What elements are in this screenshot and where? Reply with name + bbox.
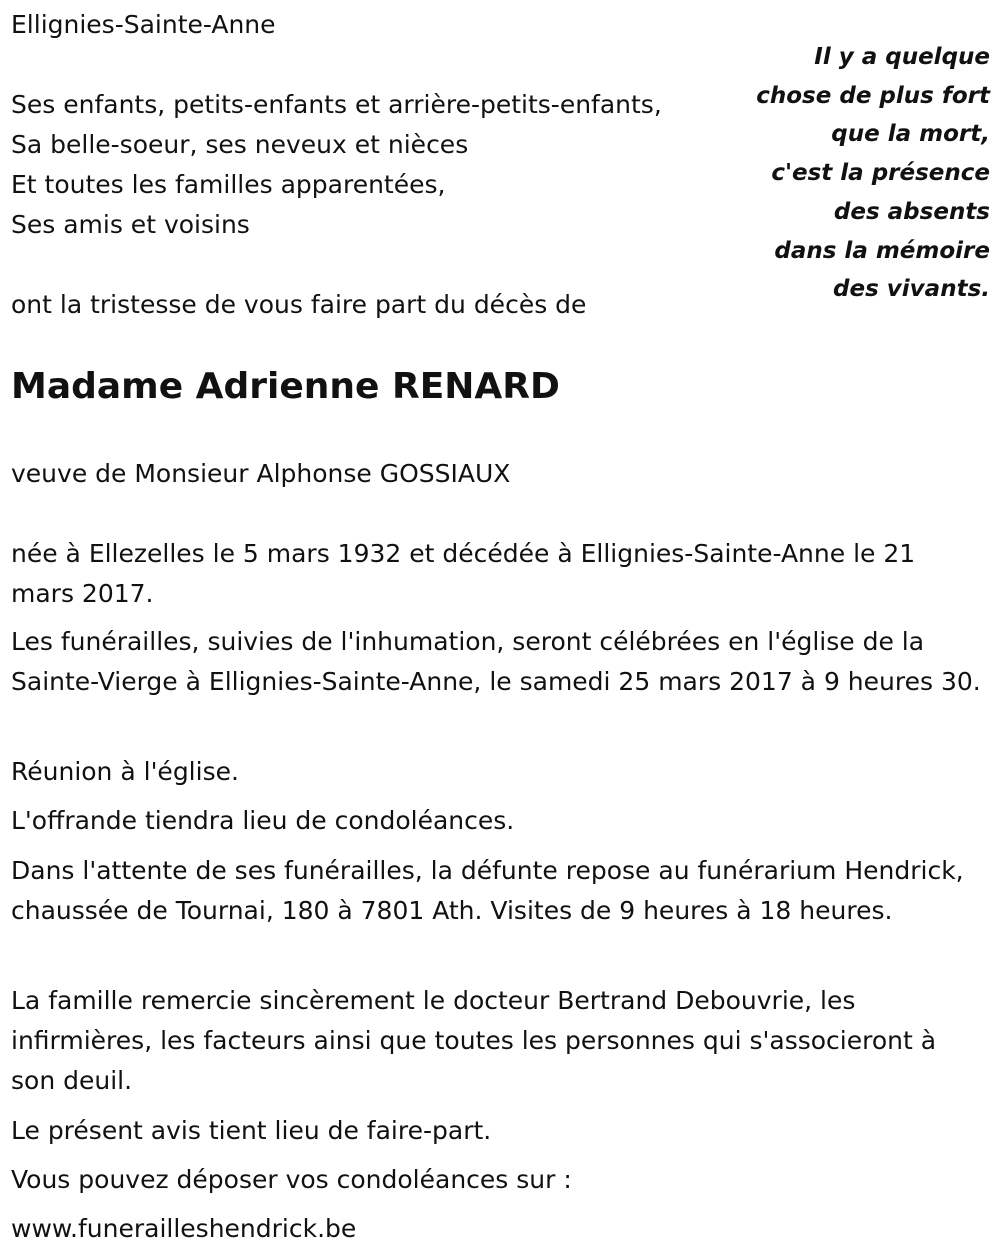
funeral-paragraph: Les funérailles, suivies de l'inhumation, seront célébrées en l'église de la Sainte-Vierge à Ellignies-Sainte-Anne, le samedi 25 mars 2017 à 9 heures 30. [11,627,981,696]
announcement-text: ont la tristesse de vous faire part du décès de [11,290,587,319]
quote-line: des absents [833,198,990,225]
quote-block [730,38,990,309]
birth-death-paragraph: née à Ellezelles le 5 mars 1932 et décédée à Ellignies-Sainte-Anne le 21 mars 2017. [11,539,916,608]
quote-line: chose de plus fort [756,82,990,109]
family-line-sister-in-law: Sa belle-soeur, ses neveux et nièces [11,130,469,159]
quote-line: Il y a quelque [814,44,990,70]
thanks-paragraph: La famille remercie sincèrement le docteur Bertrand Debouvrie, les infirmières, les facteurs ainsi que toutes les personnes qui s'associeront à son deuil. [11,986,937,1095]
location-header: Ellignies-Sainte-Anne [11,10,276,39]
family-line-relatives: Et toutes les familles apparentées, [11,170,446,199]
family-line-children: Ses enfants, petits-enfants et arrière-petits-enfants, [11,90,662,119]
widow-of-text: veuve de Monsieur Alphonse GOSSIAUX [11,459,511,488]
quote-line: c'est la présence [771,160,990,187]
website-line [11,1209,356,1249]
offering-paragraph: L'offrande tiendra lieu de condoléances. [11,806,515,835]
quote-line: des vivants. [833,276,990,303]
website-link[interactable]: www.funerailleshendrick.be [11,1214,357,1243]
quote-line: que la mort, [831,121,990,148]
family-line-friends: Ses amis et voisins [11,210,250,239]
notice-paragraph: Le présent avis tient lieu de faire-part. [11,1116,492,1145]
funerarium-paragraph: Dans l'attente de ses funérailles, la défunte repose au funérarium Hendrick, chaussée de Tournai, 180 à 7801 Ath. Visites de 9 heures à 18 heures. [11,856,964,925]
quote-line: dans la mémoire [774,237,990,264]
condolences-label: Vous pouvez déposer vos condoléances sur : [11,1165,572,1194]
deceased-name: Madame Adrienne RENARD [11,366,560,407]
meeting-paragraph: Réunion à l'église. [11,757,239,786]
